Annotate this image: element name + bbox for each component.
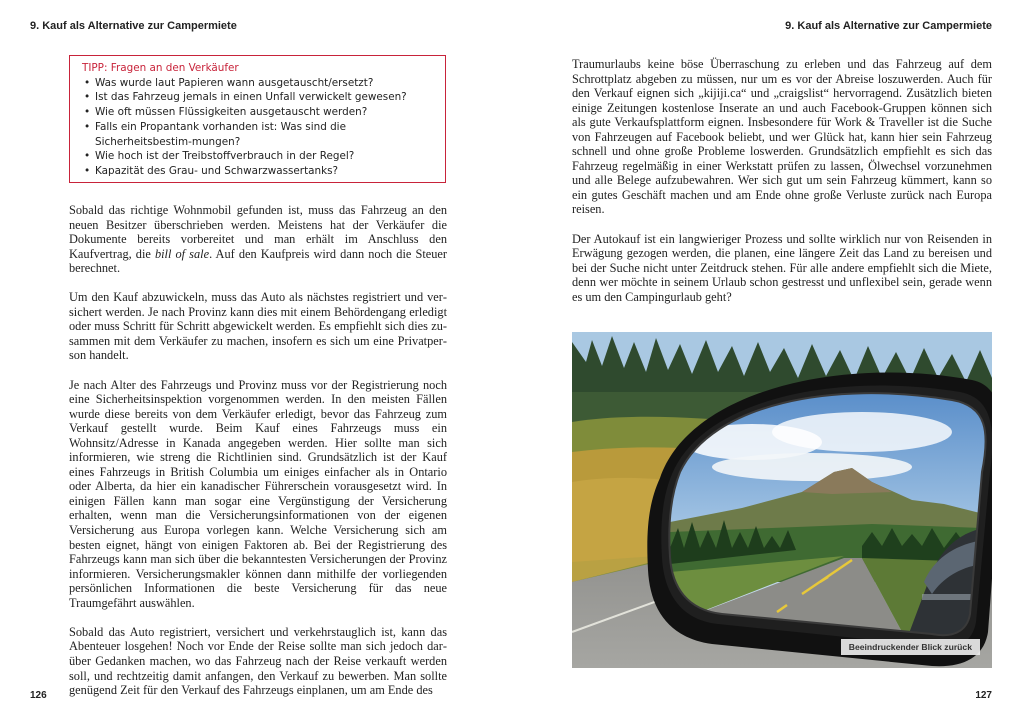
running-head-right: 9. Kauf als Alternative zur Campermiete (785, 20, 992, 32)
page-number-left: 126 (30, 690, 47, 701)
paragraph: Traumurlaubs keine böse Überraschung zu erleben und das Fahrzeug auf dem Schrottplatz abgeben zu müssen, nur um es vor der Abreise loszuwerden. Auch für den Verkauf eignen sich „kijiji.ca“ und „craigslist“ hervorragend. Zusätzlich bieten einige Zeitungen kostenlose Inserate an und auch Facebook-Gruppen können sich als gute Verkaufsplattform eignen. Insbesondere für Work & Traveller ist die Suche von Fahrzeugen auf Facebook beliebt, und wer Glück hat, kann hier sein Fahrzeug schnell und ohne große Probleme loswerden. Grundsätzlich empfiehlt es sich das Fahrzeug regelmäßig in einer Werkstatt prüfen zu lassen, Ölwechsel vorzunehmen und alle Belege aufzubewahren. Wer sich gut um sein Fahrzeug kümmert, kann so ein gutes Geschäft machen und am Ende ohne große Verluste zurück nach Europa reisen. (572, 57, 992, 217)
paragraph: Um den Kauf abzuwickeln, muss das Auto als nächstes registriert und versichert werden. Je nach Provinz kann dies mit einem Behördengang erledigt oder muss Schritt für Schritt abgewickelt werden. Es empfiehlt sich dies zusammen mit dem Verkäufer zu machen, insofern es sich um eine Privatperson handelt. (69, 290, 447, 363)
right-body-text (572, 57, 992, 319)
tip-list (82, 76, 435, 179)
left-body-text (69, 203, 447, 712)
page-number-right: 127 (975, 690, 992, 701)
paragraph-text: . Auf den Kaufpreis wird dann noch die Steuer berechnet. (69, 246, 448, 276)
tip-item: • Wie hoch ist der Treibstoffverbrauch in der Regel? (82, 149, 435, 164)
paragraph: Je nach Alter des Fahrzeugs und Provinz muss vor der Registrierung noch eine Sicherheitsinspektion vorgenommen werden. In den meisten Fällen wurde diese bereits von dem Verkäufer erledigt, bevor das Fahrzeug zum Verkauf gestellt wurde. Beim Kauf eines Fahrzeugs muss ein Wohnsitz/Adresse in Kanada angegeben werden. Hier sollte man sich informieren, wie streng die Richtlinien sind. Grundsätzlich ist der Kauf eines Fahrzeugs in British Columbia um einiges einfacher als in Ontario oder Alberta, da hier ein kanadischer Führerschein vorausgesetzt wird. In einigen Fällen kann man sogar eine Vergünstigung der Versicherung erhalten, wenn man die Versicherungsinformationen von der eigenen Versicherung aus Europa vorlegen kann. Welche Versicherung sich am besten eignet, hängt von einigen Faktoren ab. Bei der Registrierung des Fahrzeugs kann man sich über die bekanntesten Versicherungen der Provinz informieren. Versicherungsmakler können dann mithilfe der vorliegenden persönlichen Informationen die beste Versicherung für das neue Traumgefährt auswählen. (69, 377, 447, 610)
tip-item: • Kapazität des Grau- und Schwarzwassertanks? (82, 164, 435, 179)
tip-item: • Wie oft müssen Flüssigkeiten ausgetauscht werden? (82, 105, 435, 120)
tip-item: • Falls ein Propantank vorhanden ist: Was sind die Sicherheitsbestim-mungen? (82, 120, 435, 149)
paragraph: Der Autokauf ist ein langwieriger Prozess und sollte wirklich nur von Reisenden in Erwägung gezogen werden, die planen, eine längere Zeit das Land zu bereisen und bei der Suche nicht unter Zeitdruck stehen. Für alle andere empfiehlt sich die Miete, denn wer möchte in seinem Urlaub schon gestresst und unflexibel sein, gerade wenn es um den Campingurlaub geht? (572, 231, 992, 304)
paragraph (69, 203, 447, 276)
tip-box (69, 55, 446, 183)
mirror-photo-illustration (572, 332, 992, 668)
paragraph-text: Sobald das richtige Wohnmobil gefunden ist, muss das Fahrzeug an den neuen Besitzer überschrieben werden. Meistens hat der Verkäufer die Dokumente bereits vorbereitet und man erhält im Anschluss den Kaufvertrag, die (69, 203, 447, 261)
tip-title: TIPP: Fragen an den Verkäufer (82, 62, 239, 74)
running-head-left: 9. Kauf als Alternative zur Campermiete (30, 20, 237, 32)
paragraph: Sobald das Auto registriert, versichert und verkehrstauglich ist, kann das Abenteuer losgehen! Noch vor Ende der Reise sollte man sich jedoch darüber Gedanken machen, wo das Fahrzeug nach der Reise verkauft werden soll, und rechtzeitig damit anfangen, den Verkauf zu bewerben. Man sollte genügend Zeit für den Verkauf des Fahrzeugs einplanen, um am Ende des (69, 624, 447, 698)
tip-item: • Was wurde laut Papieren wann ausgetauscht/ersetzt? (82, 76, 435, 91)
photo-caption: Beeindruckender Blick zurück (841, 639, 980, 655)
right-page (510, 0, 1020, 724)
italic-term: bill of sale (154, 246, 210, 261)
mirror-photo (572, 332, 992, 668)
tip-item: • Ist das Fahrzeug jemals in einen Unfall verwickelt gewesen? (82, 90, 435, 105)
